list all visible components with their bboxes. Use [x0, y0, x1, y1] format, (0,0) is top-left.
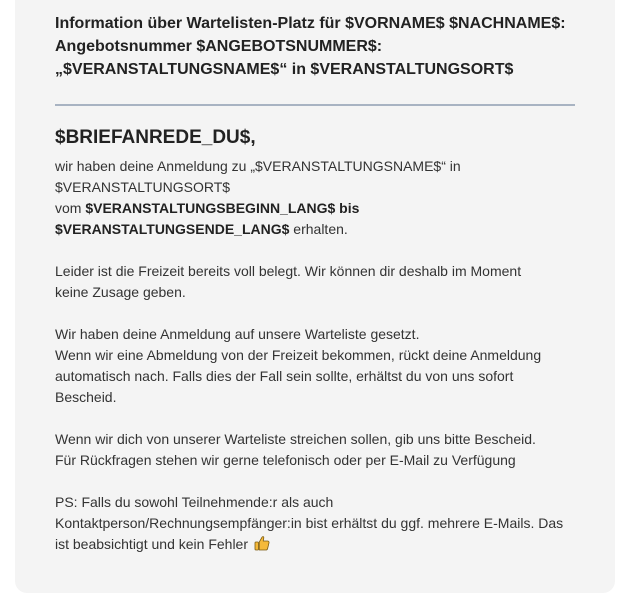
full-line-2: keine Zusage geben.	[55, 284, 186, 300]
ps-line-1: PS: Falls du sowohl Teilnehmende:r als auch	[55, 494, 334, 510]
email-card	[15, 0, 615, 593]
waitlist-line-3: automatisch nach. Falls dies der Fall sein sollte, erhältst du von uns sofort	[55, 368, 514, 384]
waitlist-line-4: Bescheid.	[55, 389, 117, 405]
remove-line-1: Wenn wir dich von unserer Warteliste streichen sollen, gib uns bitte Bescheid.	[55, 431, 536, 447]
full-paragraph	[55, 261, 577, 303]
ps-line-2: Kontaktperson/Rechnungsempfänger:in bist erhältst du ggf. mehrere E-Mails. Das	[55, 515, 564, 531]
ps-paragraph	[55, 492, 577, 555]
subject-line-2: Angebotsnummer $ANGEBOTSNUMMER$:	[55, 38, 383, 55]
remove-line-2: Für Rückfragen stehen wir gerne telefonisch oder per E-Mail zu Verfügung	[55, 452, 516, 468]
ps-line-3: ist beabsichtigt und kein Fehler	[55, 536, 248, 552]
email-subject	[55, 12, 577, 81]
event-begin: $VERANSTALTUNGSBEGINN_LANG$ bis	[85, 200, 360, 216]
remove-paragraph	[55, 429, 577, 471]
divider	[55, 104, 575, 106]
intro-paragraph	[55, 156, 577, 240]
full-line-1: Leider ist die Freizeit bereits voll belegt. Wir können dir deshalb im Moment	[55, 263, 522, 279]
intro-line-1: wir haben deine Anmeldung zu „$VERANSTALTUNGSNAME$“ in	[55, 158, 461, 174]
thumbs-up-icon	[254, 535, 270, 551]
event-end: $VERANSTALTUNGSENDE_LANG$	[55, 221, 290, 237]
intro-vom: vom	[55, 200, 86, 216]
waitlist-line-2: Wenn wir eine Abmeldung von der Freizeit bekommen, rückt deine Anmeldung	[55, 347, 542, 363]
waitlist-paragraph	[55, 324, 577, 408]
subject-line-3: „$VERANSTALTUNGSNAME$“ in $VERANSTALTUNGSORT$	[55, 61, 514, 78]
greeting: $BRIEFANREDE_DU$,	[55, 127, 256, 148]
subject-line-1: Information über Wartelisten-Platz für $VORNAME$ $NACHNAME$:	[55, 15, 566, 32]
email-content	[55, 12, 577, 576]
waitlist-line-1: Wir haben deine Anmeldung auf unsere Warteliste gesetzt.	[55, 326, 420, 342]
intro-tail: erhalten.	[289, 221, 348, 237]
intro-line-2: $VERANSTALTUNGSORT$	[55, 179, 231, 195]
